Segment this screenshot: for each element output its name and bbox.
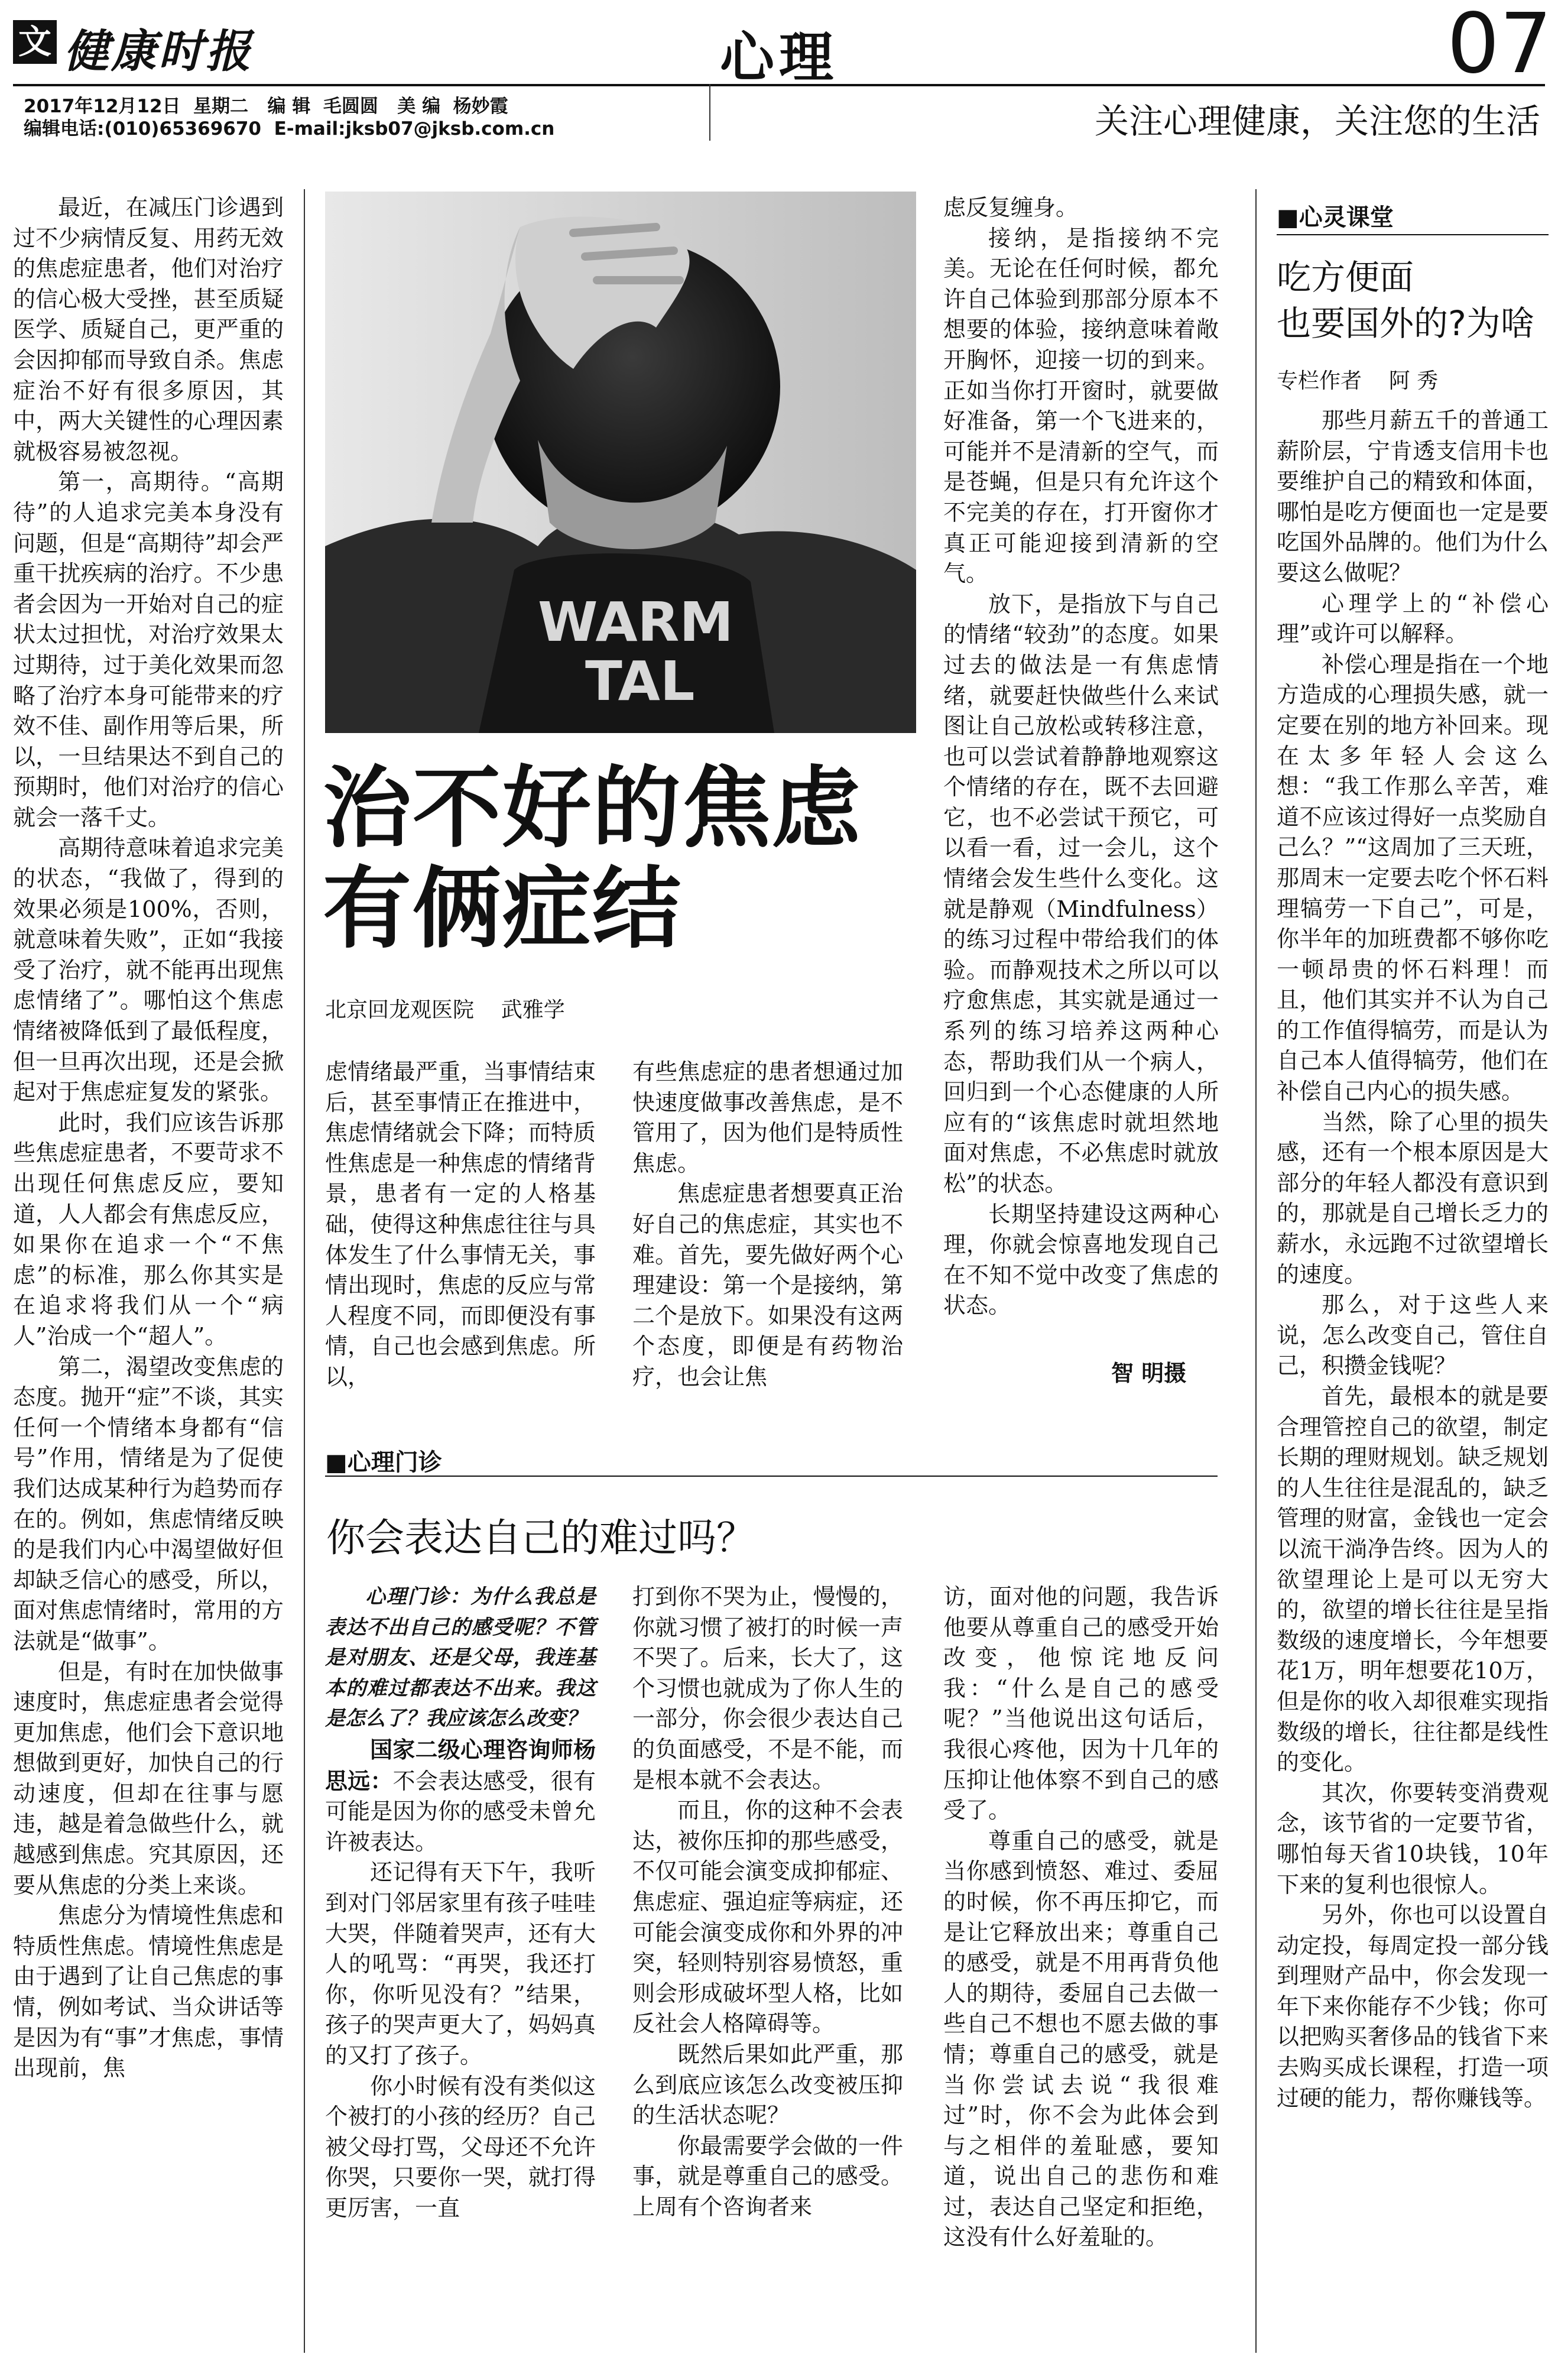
column-divider [304, 189, 305, 2353]
paragraph: 你最需要学会做的一件事，就是尊重自己的感受。上周有个咨询者来 [632, 2132, 903, 2220]
paper-logo-icon: 文 [13, 20, 57, 64]
main-headline-line1: 治不好的焦虑 [323, 756, 862, 860]
paragraph: 最近，在减压门诊遇到过不少病情反复、用药无效的焦虑症患者，他们对治疗的信心极大受挫，甚至质疑医学、质疑自己，更严重的会因抑郁而导致自杀。焦虑症治不好有很多原因，其中，两大关键性的心理因素就极容易被忽视。 [13, 194, 284, 465]
sidebar-title [1277, 254, 1554, 346]
paragraph: 访，面对他的问题，我告诉他要从尊重自己的感受开始改变，他惊诧地反问我：“什么是自己的感受呢？”当他说出这句话后，我很心疼他，因为十几年的压抑让他体察不到自己的感受了。 [943, 1584, 1219, 1824]
clinic-answer-text: 不会表达感受，很有可能是因为你的感受未曾允许被表达。 [325, 1768, 596, 1855]
svg-text:TAL: TAL [585, 650, 695, 713]
paragraph: 那些月薪五千的普通工薪阶层，宁肯透支信用卡也要维护自己的精致和体面，哪怕是吃方便面也一定是要吃国外品牌的。他们为什么要这么做呢？ [1277, 407, 1549, 586]
anxious-person-photo-icon [325, 192, 916, 733]
paragraph: 首先，最根本的就是要合理管控自己的欲望，制定长期的理财规划。缺乏规划的人生往往是混乱的，缺乏管理的财富，金钱也一定会以流干淌净告终。因为人的欲望理论上是可以无穷大的，欲望的增长往往是呈指数级的速度增长，今年想要花1万，明年想要花10万，但是你的收入却很难实现指数级的增长，往往都是线性的变化。 [1277, 1383, 1549, 1776]
paragraph: 有些焦虑症的患者想通过加快速度做事改善焦虑，是不管用了，因为他们是特质性焦虑。 [632, 1059, 903, 1176]
main-headline [323, 758, 914, 959]
paragraph: 接纳，是指接纳不完美。无论在任何时候，都允许自己体验到那部分原本不想要的体验，接纳意味着敞开胸怀，迎接一切的到来。正如当你打开窗时，就要做好准备，第一个飞进来的，可能并不是清新的空气，而是苍蝇，但是只有允许这个不完美的存在，打开窗你才真正可能迎接到清新的空气。 [943, 225, 1219, 587]
svg-text:WARM: WARM [538, 591, 733, 654]
paragraph: 补偿心理是指在一个地方造成的心理损失感，就一定要在别的地方补回来。现在太多年轻人会这么想：“我工作那么辛苦，难道不应该过得好一点奖励自己么？”“这周加了三天班，那周末一定要去吃个怀石料理犒劳一下自己”，可是，你半年的加班费都不够你吃一顿昂贵的怀石料理！而且，他们其实并不认为自己的工作值得犒劳，而是认为自己本人值得犒劳，他们在补偿自己内心的损失感。 [1277, 651, 1549, 1105]
sidebar-section-label: ■心灵课堂 [1277, 204, 1394, 231]
sidebar-author: 专栏作者 阿 秀 [1277, 369, 1439, 393]
contact-line: 编辑电话:(010)65369670 E-mail:jksb07@jksb.com.cn [24, 118, 555, 140]
paragraph: 既然后果如此严重，那么到底应该怎么改变被压抑的生活状态呢？ [632, 2041, 903, 2129]
paper-name: 健康时报 [64, 25, 253, 77]
paragraph: 还记得有天下午，我听到对门邻居家里有孩子哇哇大哭，伴随着哭声，还有大人的吼骂：“再哭，我还打你，你听见没有？”结果，孩子的哭声更大了，妈妈真的又打了孩子。 [325, 1859, 596, 2068]
paragraph: 第二，渴望改变焦虑的态度。抛开“症”不谈，其实任何一个情绪本身都有“信号”作用，情绪是为了促使我们达成某种行为趋势而存在的。例如，焦虑情绪反映的是我们内心中渴望做好但却缺乏信心的感受，所以，面对焦虑情绪时，常用的方法就是“做事”。 [13, 1353, 284, 1654]
paragraph: 其次，你要转变消费观念，该节省的一定要节省，哪怕每天省10块钱，10年下来的复利也很惊人。 [1277, 1779, 1549, 1898]
photo-credit: 智 明摄 [1111, 1360, 1187, 1386]
main-article-col1 [13, 193, 284, 2345]
clinic-section-rule [325, 1476, 1218, 1477]
paragraph: 而且，你的这种不会表达，被你压抑的那些感受，不仅可能会演变成抑郁症、焦虑症、强迫症等病症，还可能会演变成你和外界的冲突，轻则特别容易愤怒，重则会形成破坏型人格，比如反社会人格障碍等。 [632, 1797, 903, 2037]
paragraph: 虑情绪最严重，当事情结束后，甚至事情正在推进中，焦虑情绪就会下降；而特质性焦虑是一种焦虑的情绪背景，患者有一定的人格基础，使得这种焦虑往往与具体发生了什么事情无关，事情出现时，焦虑的反应与常人程度不同，而即便没有事情，自己也会感到焦虑。所以， [325, 1059, 596, 1390]
paragraph: 焦虑分为情境性焦虑和特质性焦虑。情境性焦虑是由于遇到了让自己焦虑的事情，例如考试、当众讲话等是因为有“事”才焦虑，事情出现前，焦 [13, 1902, 284, 2081]
paragraph: 另外，你也可以设置自动定投，每周定投一部分钱到理财产品中，你会发现一年下来你能存不少钱；你可以把购买奢侈品的钱省下来去购买成长课程，打造一项过硬的能力，帮你赚钱等。 [1277, 1902, 1549, 2111]
clinic-col1 [325, 1582, 596, 2345]
sidebar-title-line2: 也要国外的?为啥 [1277, 303, 1535, 343]
paragraph: 此时，我们应该告诉那些焦虑症患者，不要苛求不出现任何焦虑反应，要知道，人人都会有焦虑反应，如果你在追求一个“不焦虑”的标准，那么你其实是在追求将我们从一个“病人”治成一个“超人”。 [13, 1109, 284, 1349]
paragraph: 当然，除了心里的损失感，还有一个根本原因是大部分的年轻人都没有意识到的，那就是自己增长乏力的薪水，永远跑不过欲望增长的速度。 [1277, 1108, 1549, 1288]
clinic-question-text: 为什么我总是表达不出自己的感受呢？不管是对朋友、还是父母，我连基本的难过都表达不出来。我这是怎么了？我应该怎么改变？ [325, 1585, 596, 1731]
date-line: 2017年12月12日 星期二 编 辑 毛圆圆 美 编 杨妙霞 [24, 96, 508, 117]
clinic-title: 你会表达自己的难过吗？ [326, 1515, 755, 1561]
paragraph: 你小时候有没有类似这个被打的小孩的经历？自己被父母打骂，父母还不允许你哭，只要你一哭，就打得更厉害，一直 [325, 2073, 596, 2221]
sidebar-divider [1255, 189, 1257, 2353]
paragraph: 尊重自己的感受，就是当你感到愤怒、难过、委屈的时候，你不再压抑它，而是让它释放出来；尊重自己的感受，就是不用再背负他人的期待，委屈自己去做一些自己不想也不愿去做的事情；尊重自己的感受，就是当你尝试去说“我很难过”时，你不会为此体会到与之相伴的羞耻感，要知道，说出自己的悲伤和难过，表达自己坚定和拒绝，这没有什么好羞耻的。 [943, 1827, 1219, 2251]
clinic-col2 [632, 1582, 903, 2345]
clinic-answer-label: 国家二级心理咨询师杨思远： [325, 1736, 596, 1794]
paragraph: 那么，对于这些人来说，怎么改变自己，管住自己，积攒金钱呢？ [1277, 1292, 1549, 1379]
main-headline-line2: 有俩症结 [323, 857, 683, 961]
masthead-slogan-divider [709, 84, 710, 141]
paragraph: 放下，是指放下与自己的情绪“较劲”的态度。如果过去的做法是一有焦虑情绪，就要赶快做些什么来试图让自己放松或转移注意，也可以尝试着静静地观察这个情绪的存在，既不去回避它，也不必尝试干预它，可以看一看，过一会儿，这个情绪会发生些什么变化。这就是静观（Mindfulness）的练习过程中带给我们的体验。而静观技术之所以可以疗愈焦虑，其实就是通过一系列的练习培养这两种心态，帮助我们从一个病人，回归到一个心态健康的人所应有的“该焦虑时就坦然地面对焦虑，不必焦虑时就放松”的状态。 [943, 591, 1219, 1197]
paragraph: 虑反复缠身。 [943, 194, 1079, 221]
main-byline: 北京回龙观医院 武雅学 [325, 998, 565, 1022]
paragraph: 焦虑症患者想要真正治好自己的焦虑症，其实也不难。首先，要先做好两个心理建设：第一个是接纳，第二个是放下。如果没有这两个态度，即便是有药物治疗，也会让焦 [632, 1181, 903, 1390]
masthead-rule [13, 84, 1545, 86]
slogan: 关注心理健康，关注您的生活 [1095, 101, 1541, 141]
paragraph: 长期坚持建设这两种心理，你就会惊喜地发现自己在不知不觉中改变了焦虑的状态。 [943, 1201, 1219, 1319]
masthead [0, 0, 1558, 142]
paragraph: 但是，有时在加快做事速度时，焦虑症患者会觉得更加焦虑，他们会下意识地想做到更好，加快自己的行动速度，但却在往事与愿违，越是着急做些什么，就越感到焦虑。究其原因，还要从焦虑的分类上来谈。 [13, 1658, 284, 1898]
main-article-col4 [943, 193, 1219, 1363]
clinic-section-label: ■心理门诊 [325, 1449, 442, 1476]
main-article-col3 [632, 1057, 903, 1390]
clinic-question-label: 心理门诊： [365, 1585, 470, 1609]
paragraph: 心理学上的“补偿心理”或许可以解释。 [1277, 590, 1549, 647]
sidebar-title-line1: 吃方便面 [1277, 257, 1414, 297]
paragraph: 高期待意味着追求完美的状态，“我做了，得到的效果必须是100%，否则，就意味着失败”，正如“我接受了治疗，就不能再出现焦虑情绪了”。哪怕这个焦虑情绪被降低到了最低程度，但一旦再次出现，还是会掀起对于焦虑症复发的紧张。 [13, 835, 284, 1105]
sidebar-section-rule [1277, 234, 1549, 235]
paragraph [325, 1734, 596, 1857]
sidebar-body [1277, 406, 1549, 2350]
paragraph: 打到你不哭为止，慢慢的，你就习惯了被打的时候一声不哭了。后来，长大了，这个习惯也就成为了你人生的一部分，你会很少表达自己的负面感受，不是不能，而是根本就不会表达。 [632, 1584, 903, 1793]
anxious-person-photo [325, 192, 916, 733]
section-title: 心理 [720, 25, 839, 89]
main-article-col2 [325, 1057, 596, 1390]
paragraph: 第一，高期待。“高期待”的人追求完美本身没有问题，但是“高期待”却会严重干扰疾病的治疗。不少患者会因为一开始对自己的症状太过担忧，对治疗效果太过期待，过于美化效果而忽略了治疗本身可能带来的疗效不佳、副作用等后果，所以，一旦结果达不到自己的预期时，他们对治疗的信心就会一落千丈。 [13, 469, 284, 831]
clinic-question [325, 1582, 596, 1734]
clinic-col3 [943, 1582, 1219, 2345]
page-number: 07 [1447, 0, 1553, 92]
